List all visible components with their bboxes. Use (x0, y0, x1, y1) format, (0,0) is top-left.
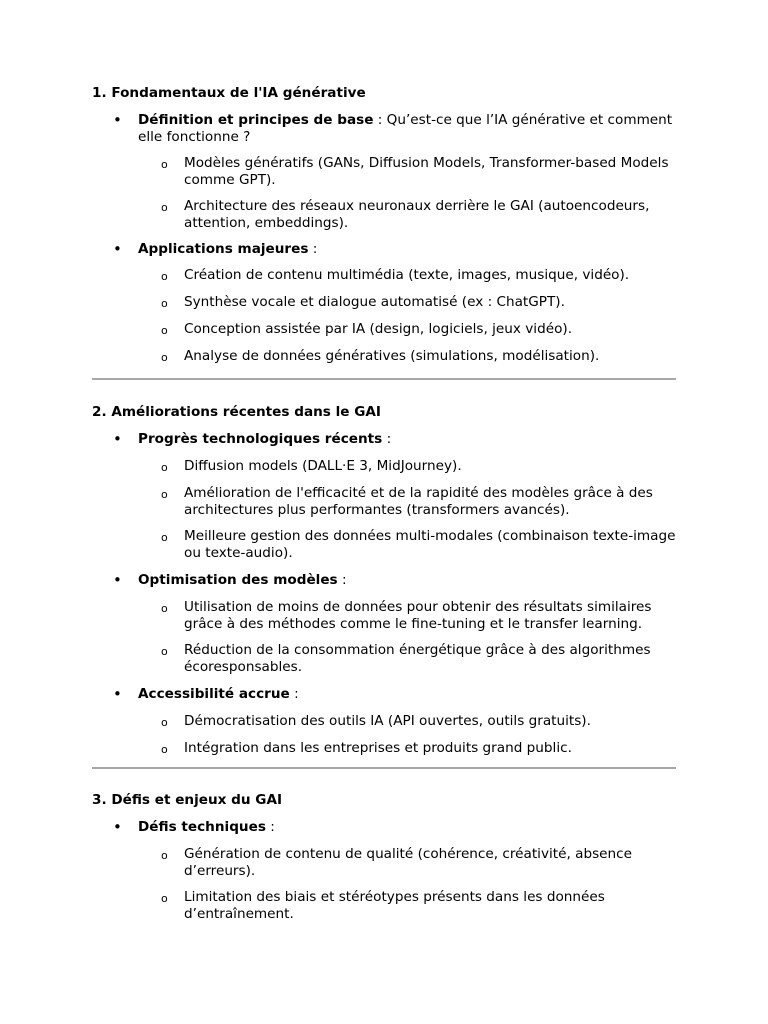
list-item-text: Utilisation de moins de données pour obtenir des résultats similaires grâce à des méthodes comme le fine-tuning et le transfer learning. (184, 599, 652, 632)
circle-bullet-icon: o (161, 645, 168, 658)
list-item (92, 267, 676, 284)
section-title: 1. Fondamentaux de l'IA générative (92, 85, 366, 101)
list-item (92, 713, 676, 730)
bullet-dot-icon: • (113, 111, 122, 129)
list-item-text: Synthèse vocale et dialogue automatisé (ex : ChatGPT). (184, 294, 565, 310)
list-item-text: Conception assistée par IA (design, logiciels, jeux vidéo). (184, 321, 573, 337)
horizontal-rule (92, 378, 676, 380)
list-item (92, 321, 676, 338)
circle-bullet-icon: o (161, 158, 168, 171)
bullet-text: : (289, 686, 299, 702)
circle-bullet-icon: o (161, 461, 168, 474)
bullet-definition (92, 112, 676, 146)
horizontal-rule (92, 767, 676, 769)
bullet-heading: Applications majeures (138, 241, 309, 257)
list-item-text: Démocratisation des outils IA (API ouvertes, outils gratuits). (184, 713, 591, 729)
section-title: 2. Améliorations récentes dans le GAI (92, 404, 381, 420)
bullet-dot-icon: • (113, 685, 122, 703)
list-item (92, 528, 676, 562)
list-item (92, 458, 676, 475)
list-item-text: Modèles génératifs (GANs, Diffusion Models, Transformer-based Models comme GPT). (184, 155, 669, 188)
circle-bullet-icon: o (161, 743, 168, 756)
bullet-applications (92, 241, 676, 258)
list-item-text: Limitation des biais et stéréotypes présents dans les données d’entraînement. (184, 889, 605, 922)
circle-bullet-icon: o (161, 351, 168, 364)
circle-bullet-icon: o (161, 602, 168, 615)
list-item-text: Architecture des réseaux neuronaux derrière le GAI (autoencodeurs, attention, embeddings). (184, 198, 650, 231)
section-fondamentaux (92, 85, 676, 365)
list-item (92, 348, 676, 365)
bullet-heading: Défis techniques (138, 819, 266, 835)
circle-bullet-icon: o (161, 716, 168, 729)
bullet-heading: Accessibilité accrue (138, 686, 290, 702)
list-item-text: Analyse de données génératives (simulations, modélisation). (184, 348, 600, 364)
bullet-optimisation (92, 572, 676, 589)
circle-bullet-icon: o (161, 488, 168, 501)
list-item (92, 155, 676, 189)
bullet-dot-icon: • (113, 430, 122, 448)
list-item (92, 740, 676, 757)
list-item-text: Génération de contenu de qualité (cohérence, créativité, absence d’erreurs). (184, 846, 632, 879)
circle-bullet-icon: o (161, 849, 168, 862)
list-item-text: Diffusion models (DALL·E 3, MidJourney). (184, 458, 462, 474)
bullet-heading: Définition et principes de base (138, 112, 374, 128)
list-item-text: Réduction de la consommation énergétique grâce à des algorithmes écoresponsables. (184, 642, 651, 675)
circle-bullet-icon: o (161, 892, 168, 905)
bullet-defis-techniques (92, 819, 676, 836)
list-item (92, 599, 676, 633)
section-ameliorations (92, 404, 676, 757)
list-item (92, 294, 676, 311)
bullet-dot-icon: • (113, 818, 122, 836)
bullet-progres (92, 431, 676, 448)
circle-bullet-icon: o (161, 270, 168, 283)
list-item-text: Amélioration de l'efficacité et de la rapidité des modèles grâce à des architectures plus performantes (transformers avancés). (184, 485, 653, 518)
section-title: 3. Défis et enjeux du GAI (92, 792, 283, 808)
bullet-dot-icon: • (113, 240, 122, 258)
list-item-text: Intégration dans les entreprises et produits grand public. (184, 740, 572, 756)
list-item (92, 846, 676, 880)
bullet-accessibilite (92, 686, 676, 703)
list-item (92, 889, 676, 923)
bullet-heading: Optimisation des modèles (138, 572, 338, 588)
section-defis (92, 792, 676, 923)
circle-bullet-icon: o (161, 531, 168, 544)
list-item-text: Meilleure gestion des données multi-modales (combinaison texte-image ou texte-audio). (184, 528, 676, 561)
list-item (92, 642, 676, 676)
list-item-text: Création de contenu multimédia (texte, images, musique, vidéo). (184, 267, 630, 283)
bullet-text: : (382, 431, 392, 447)
bullet-heading: Progrès technologiques récents (138, 431, 383, 447)
bullet-text: : (337, 572, 347, 588)
bullet-text: : Qu’est-ce que l’IA générative et comment elle fonctionne ? (138, 112, 673, 145)
bullet-text: : (308, 241, 318, 257)
list-item (92, 198, 676, 232)
bullet-dot-icon: • (113, 571, 122, 589)
list-item (92, 485, 676, 519)
circle-bullet-icon: o (161, 201, 168, 214)
circle-bullet-icon: o (161, 297, 168, 310)
circle-bullet-icon: o (161, 324, 168, 337)
bullet-text: : (265, 819, 275, 835)
